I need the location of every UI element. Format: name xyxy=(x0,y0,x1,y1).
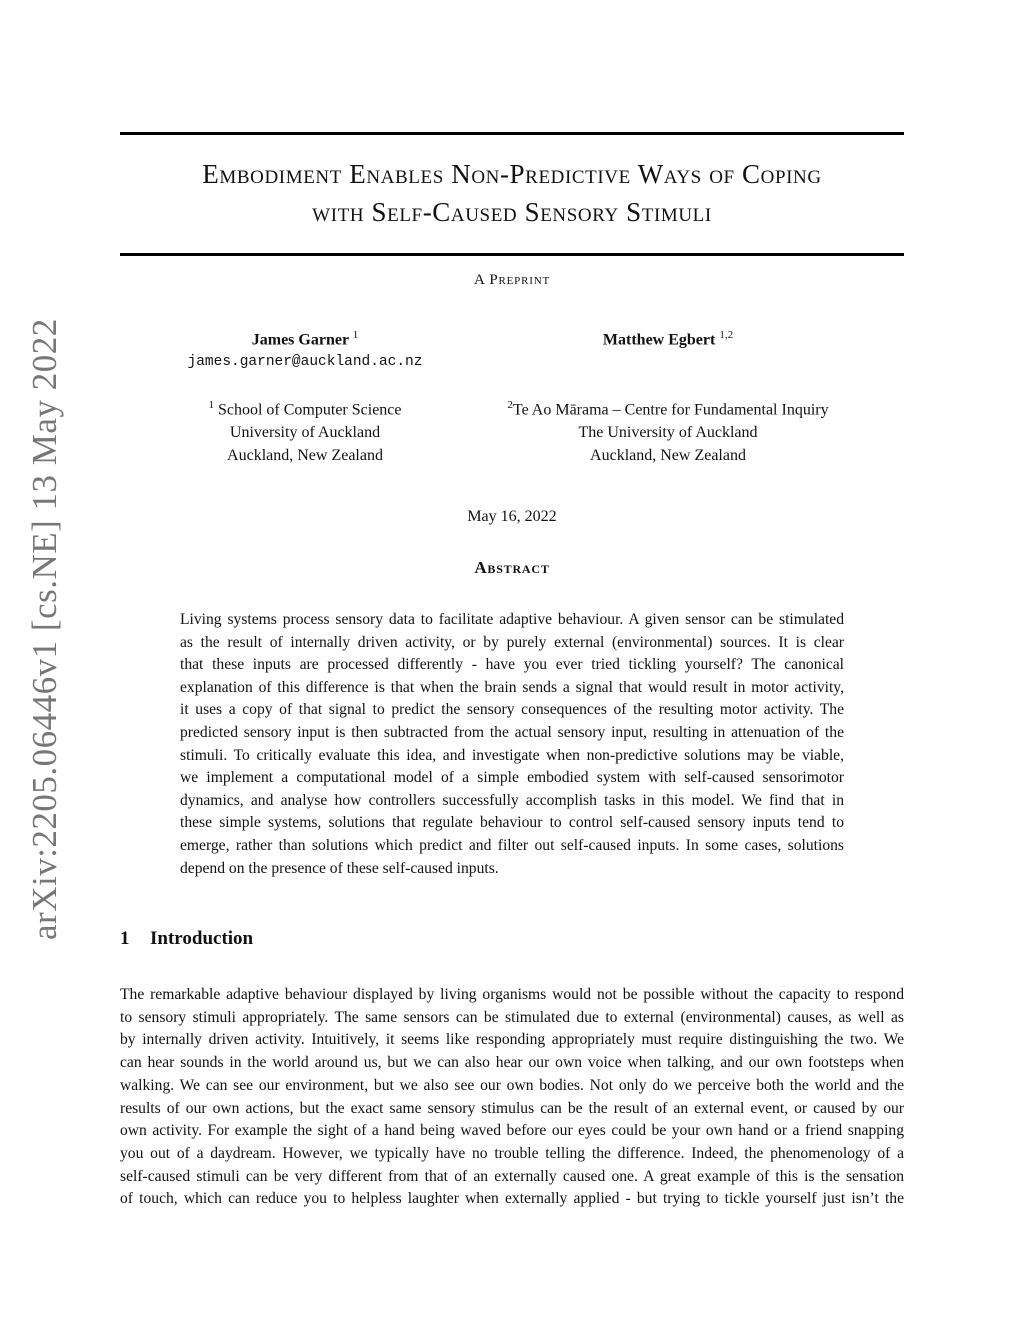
abstract-line: stimuli. To critically evaluate this idea, and investigate when non-predictive solutions may be viable, xyxy=(180,746,844,764)
abstract-line: depend on the presence of these self-caused inputs. xyxy=(180,859,499,877)
title-top-rule xyxy=(120,132,904,135)
abstract-line: as the result of internally driven activity, or by purely external (environmental) sources. It is clear xyxy=(180,633,844,651)
body-line: own activity. For example the sight of a hand being waved before our eyes could be your own hand or a friend snapping xyxy=(120,1122,904,1140)
author-2 xyxy=(470,324,866,351)
body-line: results of our own actions, but the exact same sensory stimulus can be the result of an external event, or caused by our xyxy=(120,1099,904,1117)
abstract-line: explanation of this difference is that when the brain sends a signal that would result in motor activity, xyxy=(180,678,844,696)
body-line: walking. We can see our environment, but we also see our own bodies. Not only do we perceive both the world and the xyxy=(120,1076,904,1094)
title-line: with Self-Caused Sensory Stimuli xyxy=(312,197,712,227)
preprint-label: A Preprint xyxy=(474,272,550,288)
body-line: self-caused stimuli can be very different from that of an externally caused one. A great example of this is the sensation xyxy=(120,1167,904,1185)
abstract-line: Living systems process sensory data to facilitate adaptive behaviour. A given sensor can be stimulated xyxy=(180,611,844,628)
introduction-body xyxy=(120,984,904,1211)
abstract-heading: Abstract xyxy=(474,558,550,577)
affiliation-2: $^2$Te Ao Mārama – Centre for Fundamental Inquiry The University of Auckland Auckland, New Zealand xyxy=(507,399,829,465)
title-line: Embodiment Enables Non-Predictive Ways of Coping xyxy=(202,159,822,189)
abstract-line: these simple systems, solutions that regulate behaviour to control self-caused sensory inputs tend to xyxy=(180,814,844,832)
author-email[interactable]: james.garner@auckland.ac.nz xyxy=(187,354,423,371)
body-line: of touch, which can reduce you to helpless laughter when externally applied - but trying to tickle yourself just isn’t the xyxy=(120,1190,904,1208)
body-line: The remarkable adaptive behaviour displayed by living organisms would not be possible without the capacity to respond xyxy=(120,986,904,1003)
author-name: James Garner $^1$ xyxy=(251,329,359,349)
section-number: 1 xyxy=(120,928,130,949)
body-line: by internally driven activity. Intuitively, it seems like responding appropriately must require distinguishing the two. We xyxy=(120,1031,904,1049)
body-line: you out of a daydream. However, we typically have no trouble telling the difference. Indeed, the phenomenology of a xyxy=(120,1144,904,1162)
abstract-line: that these inputs are processed differently - have you ever tried tickling yourself? The canonical xyxy=(180,656,844,674)
abstract-line: we implement a computational model of a simple embodied system with self-caused sensorimotor xyxy=(180,769,844,787)
abstract-line: dynamics, and analyse how controllers successfully accomplish tasks in this model. We find that in xyxy=(180,791,844,809)
title-bottom-rule xyxy=(120,253,904,256)
paper-title xyxy=(120,155,904,231)
author-1 xyxy=(150,324,460,374)
arxiv-side-stamp[interactable]: arXiv:2205.06446v1 [cs.NE] 13 May 2022 xyxy=(25,318,64,940)
section-heading-introduction xyxy=(120,928,253,950)
body-line: to sensory stimuli appropriately. The same sensors can be stimulated due to external (environmental) causes, as well as xyxy=(120,1008,904,1026)
abstract-line: emerge, rather than solutions which predict and filter out self-caused inputs. In some cases, solutions xyxy=(180,836,844,854)
section-title: Introduction xyxy=(150,928,254,949)
author-name: Matthew Egbert $^{1,2}$ xyxy=(602,329,734,349)
abstract-line: predicted sensory input is then subtracted from the actual sensory input, resulting in attenuation of the xyxy=(180,723,844,741)
paper-date: May 16, 2022 xyxy=(467,508,557,525)
abstract-line: it uses a copy of that signal to predict the sensory consequences of the resulting motor activity. The xyxy=(180,701,844,719)
affiliation-1: $^1$ School of Computer Science University of Auckland Auckland, New Zealand xyxy=(208,399,402,465)
abstract-body xyxy=(180,609,844,880)
body-line: can hear sounds in the world around us, but we can also hear our own voice when talking, and our own footsteps when xyxy=(120,1054,904,1072)
